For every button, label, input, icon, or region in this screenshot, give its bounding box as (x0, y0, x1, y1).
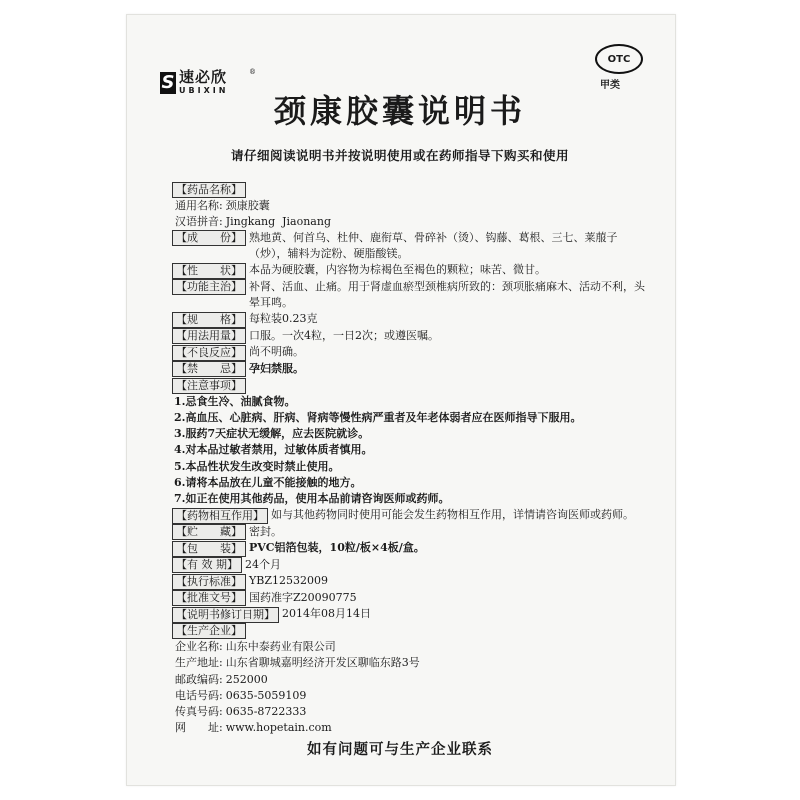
document-title: 颈康胶囊说明书 (273, 92, 526, 130)
dosage-row: 【用法用量】 口服。一次4粒，一日2次；或遵医嘱。 (172, 328, 652, 345)
validity-value: 24个月 (245, 557, 281, 571)
indications-value: 补肾、活血、止痛。用于肾虚血瘀型颈椎病所致的：颈项胀痛麻木、活动不利，头晕耳鸣。 (249, 279, 645, 310)
leaflet-body (172, 181, 652, 736)
section-label: 【药品名称】 (172, 182, 246, 198)
specification-row: 【规 格】 每粒装0.23克 (172, 311, 652, 328)
precautions-list (172, 394, 652, 507)
fax-value: 0635-8722333 (225, 704, 307, 718)
pinyin-value: Jingkang Jiaonang (225, 214, 331, 228)
interactions-value: 如与其他药物同时使用可能会发生药物相互作用，详情请咨询医师或药师。 (271, 508, 634, 522)
address-value: 山东省聊城嘉明经济开发区聊临东路3号 (225, 656, 420, 670)
otc-class: 甲类 (600, 80, 620, 91)
contraindications-value: 孕妇禁服。 (249, 361, 304, 375)
generic-name-row: 通用名称: 颈康胶囊 (172, 198, 652, 214)
precaution-item: 2.高血压、心脏病、肝病、肾病等慢性病严重者及年老体弱者应在医师指导下服用。 (174, 410, 582, 424)
postcode-row: 邮政编码: 252000 (172, 672, 652, 688)
storage-row: 【贮 藏】 密封。 (172, 524, 652, 541)
precaution-item: 4.对本品过敏者禁用，过敏体质者慎用。 (174, 443, 373, 457)
company-name-row: 企业名称: 山东中泰药业有限公司 (172, 639, 652, 655)
ingredients-value: 熟地黄、何首乌、杜仲、鹿衔草、骨碎补（烫）、钩藤、葛根、三七、莱菔子（炒），辅料为淀粉、硬脂酸镁。 (249, 230, 618, 261)
phone-value: 0635-5059109 (225, 688, 307, 702)
website-row: 网 址: www.hopetain.com (172, 720, 652, 736)
dosage-value: 口服。一次4粒，一日2次；或遵医嘱。 (249, 328, 439, 342)
registered-mark: ® (249, 68, 256, 76)
adverse-row: 【不良反应】 尚不明确。 (172, 344, 652, 361)
specification-value: 每粒装0.23克 (249, 312, 318, 326)
ingredients-row: 【成 份】 熟地黄、何首乌、杜仲、鹿衔草、骨碎补（烫）、钩藤、葛根、三七、莱菔子（炒），辅料为淀粉、硬脂酸镁。 (172, 230, 652, 262)
revision-row: 【说明书修订日期】 2014年08月14日 (172, 606, 652, 623)
fax-row: 传真号码: 0635-8722333 (172, 704, 652, 720)
properties-value: 本品为硬胶囊，内容物为棕褐色至褐色的颗粒；味苦、微甘。 (249, 263, 546, 277)
validity-row: 【有 效 期】 24个月 (172, 557, 652, 574)
storage-value: 密封。 (249, 524, 282, 538)
precaution-item: 3.服药7天症状无缓解，应去医院就诊。 (174, 427, 370, 441)
adverse-value: 尚不明确。 (249, 345, 304, 359)
otc-badge: OTC (595, 44, 643, 74)
indications-row: 【功能主治】 补肾、活血、止痛。用于肾虚血瘀型颈椎病所致的：颈项胀痛麻木、活动不利，头晕耳鸣。 (172, 279, 652, 311)
brand-mark: S (161, 72, 175, 93)
precaution-item: 7.如正在使用其他药品，使用本品前请咨询医师或药师。 (174, 491, 450, 505)
standard-value: YBZ12532009 (249, 574, 328, 588)
packaging-value: PVC铝箔包装，10粒/板×4板/盒。 (249, 541, 425, 555)
brand-name-en: UBIXIN (179, 86, 229, 95)
postcode-value: 252000 (225, 672, 268, 686)
precaution-item: 6.请将本品放在儿童不能接触的地方。 (174, 475, 362, 489)
address-row: 生产地址: 山东省聊城嘉明经济开发区聊临东路3号 (172, 655, 652, 671)
drug-name-heading (172, 181, 652, 198)
contraindications-row: 【禁 忌】 孕妇禁服。 (172, 361, 652, 378)
approval-value: 国药准字Z20090775 (249, 590, 357, 604)
properties-row: 【性 状】 本品为硬胶囊，内容物为棕褐色至褐色的颗粒；味苦、微甘。 (172, 262, 652, 279)
phone-row: 电话号码: 0635-5059109 (172, 688, 652, 704)
standard-row: 【执行标准】 YBZ12532009 (172, 573, 652, 590)
precaution-item: 1.忌食生冷、油腻食物。 (174, 394, 296, 408)
website-value: www.hopetain.com (225, 721, 332, 735)
approval-row: 【批准文号】 国药准字Z20090775 (172, 590, 652, 607)
precautions-heading: 【注意事项】 (172, 377, 652, 394)
brand-name-cn: 速必欣 (179, 68, 228, 86)
contact-footer: 如有问题可与生产企业联系 (307, 742, 493, 758)
generic-name-value: 颈康胶囊 (225, 198, 270, 212)
packaging-row: 【包 装】 PVC铝箔包装，10粒/板×4板/盒。 (172, 540, 652, 557)
document-subtitle: 请仔细阅读说明书并按说明使用或在药师指导下购买和使用 (230, 148, 569, 163)
interactions-row: 【药物相互作用】 如与其他药物同时使用可能会发生药物相互作用，详情请咨询医师或药师。 (172, 507, 652, 524)
company-name-value: 山东中泰药业有限公司 (225, 640, 336, 654)
manufacturer-heading: 【生产企业】 (172, 623, 652, 640)
revision-value: 2014年08月14日 (282, 607, 371, 621)
precaution-item: 5.本品性状发生改变时禁止使用。 (174, 459, 340, 473)
pinyin-row: 汉语拼音: Jingkang Jiaonang (172, 214, 652, 230)
